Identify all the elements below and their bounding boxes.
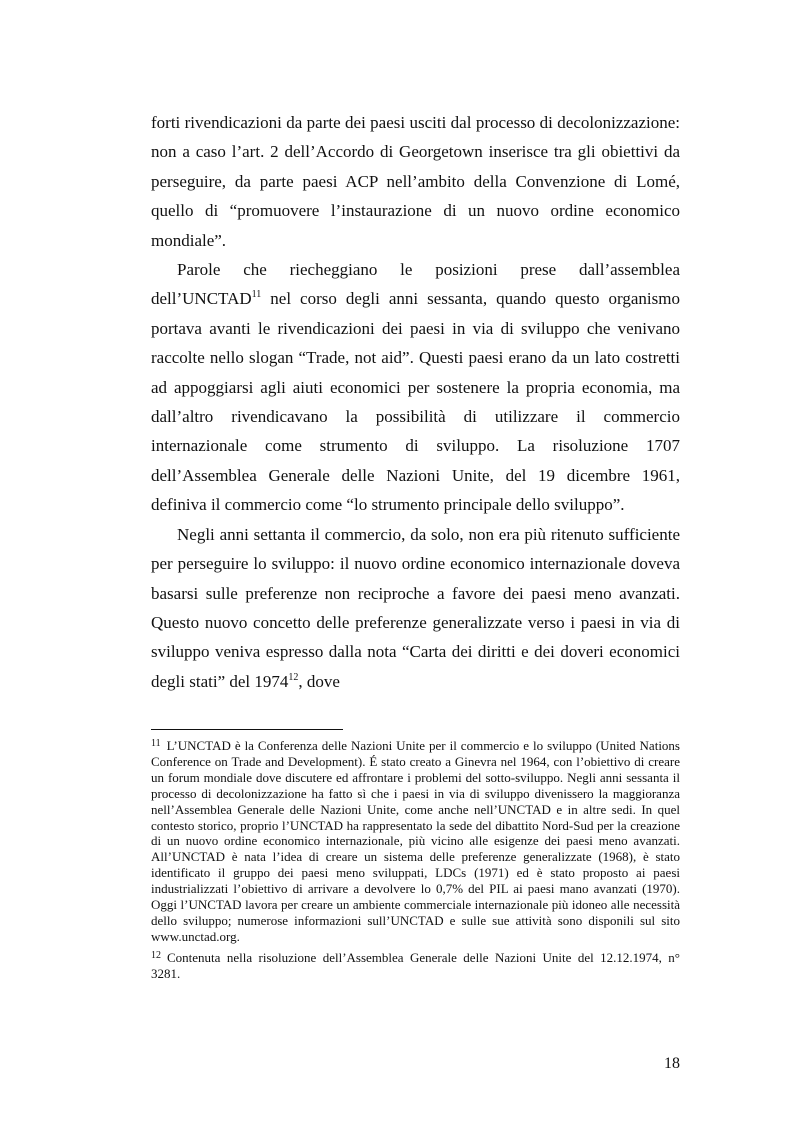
footnote-12-mark: 12 xyxy=(151,949,161,961)
paragraph-2 xyxy=(151,255,680,520)
footnote-separator xyxy=(151,729,343,730)
footnote-11-text: L’UNCTAD è la Conferenza delle Nazioni Unite per il commercio e lo sviluppo (United Nations Conference on Trade and Development). É stato creato a Ginevra nel 1964, con l’obiettivo di creare un forum mondiale dove discutere ed affrontare i problemi del sotto-sviluppo. Negli anni sessanta il processo di decolonizzazione ha fatto sì che i paesi in via di sviluppo divenissero la maggioranza nell’Assemblea Generale delle Nazioni Unite, come anche nell’UNCTAD e in altre sedi. In quel contesto storico, proprio l’UNCTAD ha rappresentato la sede del dibattito Nord-Sud per la creazione di un nuovo ordine economico internazionale, più vicino alle esigenze dei paesi meno avanzati. All’UNCTAD è nata l’idea di creare un sistema delle preferenze generalizzate (1968), è stato identificato il gruppo dei paesi meno sviluppati, LDCs (1971) ed è stato proposto ai paesi industrializzati l’obiettivo di arrivare a devolvere lo 0,7% del PIL ai paesi mano avanzati (1970). Oggi l’UNCTAD lavora per creare un ambiente commerciale internazionale più idoneo alle necessità dello sviluppo; numerose informazioni sull’UNCTAD e sulle sue attività sono disponili sul sito www.unctad.org. xyxy=(151,738,680,944)
footnote-reference-11: 11 xyxy=(251,289,262,301)
footnotes xyxy=(151,738,680,987)
main-text xyxy=(151,108,680,696)
paragraph-3 xyxy=(151,520,680,696)
paragraph-2-text-end: nel corso degli anni sessanta, quando questo organismo portava avanti le rivendicazioni dei paesi in via di sviluppo che venivano raccolte nello slogan “Trade, not aid”. Questi paesi erano da un lato costretti ad appoggiarsi agli aiuti economici per sostenere la propria economia, ma dall’altro rivendicavano la possibilità di utilizzare il commercio internazionale come strumento di sviluppo. La risoluzione 1707 dell’Assemblea Generale delle Nazioni Unite, del 19 dicembre 1961, definiva il commercio come “lo strumento principale dello sviluppo”. xyxy=(151,289,680,515)
footnote-12 xyxy=(151,950,680,982)
footnote-11-mark: 11 xyxy=(151,738,161,749)
footnote-12-text: Contenuta nella risoluzione dell’Assemblea Generale delle Nazioni Unite del 12.12.1974, n° 3281. xyxy=(151,949,680,981)
paragraph-1: forti rivendicazioni da parte dei paesi usciti dal processo di decolonizzazione: non a caso l’art. 2 dell’Accordo di Georgetown inserisce tra gli obiettivi da perseguire, da parte paesi ACP nell’ambito della Convenzione di Lomé, quello di “promuovere l’instaurazione di un nuovo ordine economico mondiale”. xyxy=(151,113,680,250)
footnote-11 xyxy=(151,738,680,945)
footnote-reference-12: 12 xyxy=(288,671,299,683)
paragraph-2-text-start: Parole che riecheggiano le posizioni prese dall’assemblea dell’UNCTAD xyxy=(151,260,680,309)
page-number: 18 xyxy=(664,1055,680,1072)
paragraph-3-text-end: , dove xyxy=(298,671,340,691)
paragraph-3-text-start: Negli anni settanta il commercio, da solo, non era più ritenuto sufficiente per perseguire lo sviluppo: il nuovo ordine economico internazionale doveva basarsi sulle preferenze non reciproche a favore dei paesi meno avanzati. Questo nuovo concetto delle preferenze generalizzate verso i paesi in via di sviluppo veniva espresso dalla nota “Carta dei diritti e dei doveri economici degli stati” del 1974 xyxy=(151,524,680,691)
